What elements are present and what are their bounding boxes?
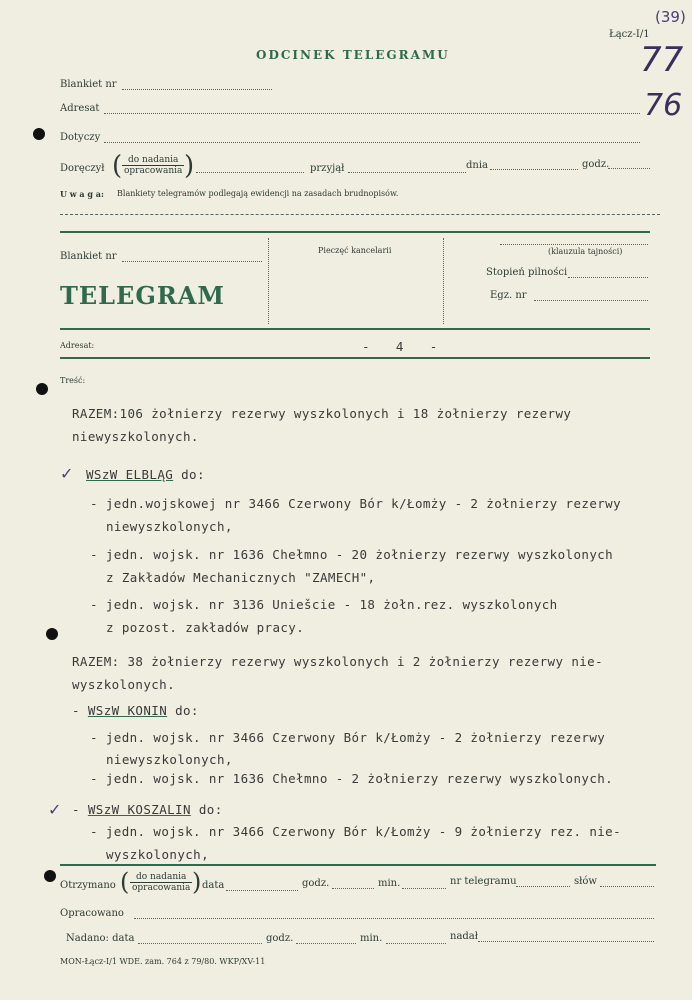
stub-dnia-label: dnia — [466, 160, 489, 171]
stub-paren-close: ) — [184, 151, 195, 181]
footer-min-label: min. — [378, 878, 401, 889]
telegram-title: TELEGRAM — [60, 281, 225, 310]
section-3-do: do: — [198, 802, 223, 817]
header-blankiet-label: Blankiet nr — [60, 251, 117, 262]
nadano-min-label: min. — [360, 933, 383, 944]
stub-blankiet-field[interactable] — [122, 89, 272, 90]
section-3-name: WSzW KOSZALIN — [87, 802, 191, 817]
section-2-heading: - WSzW KONIN do: — [72, 703, 199, 718]
header-divider-1 — [268, 238, 269, 324]
sec2-item2: - jedn. wojsk. nr 1636 Chełmno - 2 żołnierzy rezerwy wyszkolonych. — [90, 771, 614, 786]
section-1-do: do: — [181, 467, 205, 482]
sec3-item1-line1: - jedn. wojsk. nr 3466 Czerwony Bór k/Łomży - 9 żołnierzy rez. nie- — [90, 824, 622, 839]
punch-hole-1 — [33, 128, 45, 140]
page-number-handwritten: (39) — [655, 8, 686, 26]
stub-doreczyl-label: Doręczył — [60, 163, 105, 174]
sec1-item3-line2: z pozost. zakładów pracy. — [106, 620, 305, 635]
footer-fraction — [130, 872, 192, 893]
otrzymano-label: Otrzymano — [60, 880, 116, 891]
nadal-field[interactable] — [478, 941, 654, 942]
footer-slow-field[interactable] — [600, 886, 654, 887]
footer-data-label: data — [202, 880, 225, 891]
nadano-label: Nadano: data — [66, 933, 135, 944]
stub-blankiet-label: Blankiet nr — [60, 79, 117, 90]
stub-paren-open: ( — [112, 151, 123, 181]
egz-label: Egz. nr — [490, 290, 527, 301]
pieczec-label: Pieczęć kancelarii — [318, 246, 392, 255]
adresat-label: Adresat: — [60, 341, 95, 350]
stub-fraction — [122, 155, 184, 176]
section-2-do: do: — [175, 703, 199, 718]
summary-2-line-1: RAZEM: 38 żołnierzy rezerwy wyszkolonych i 2 żołnierzy rezerwy nie- — [72, 654, 604, 669]
footer-min-field[interactable] — [402, 888, 446, 889]
form-code-corner: Łącz-I/1 — [609, 29, 650, 40]
header-top-rule — [60, 231, 650, 233]
header-blankiet-field[interactable] — [122, 261, 262, 262]
nadano-godz-label: godz. — [266, 933, 294, 944]
tear-line — [60, 214, 660, 215]
check-mark-1: ✓ — [60, 464, 74, 483]
section-3-heading: - WSzW KOSZALIN do: — [72, 802, 223, 817]
adresat-rule — [60, 357, 650, 359]
stub-frac-bottom: opracowania — [124, 166, 183, 176]
nadal-label: nadał — [450, 931, 479, 942]
form-code-footer: MON-Łącz-I/1 WDE. zam. 764 z 79/80. WKP/XV-11 — [60, 957, 266, 966]
stub-godz-field[interactable] — [608, 168, 650, 169]
stub-dotyczy-field[interactable] — [104, 142, 640, 143]
sec1-item1-line2: niewyszkolonych, — [106, 519, 233, 534]
footer-frac-top: do nadania — [130, 872, 192, 883]
klauzula-label: (klauzula tajności) — [548, 247, 623, 256]
stub-godz-label: godz. — [582, 159, 610, 170]
egz-field[interactable] — [534, 300, 648, 301]
section-2-name: WSzW KONIN — [87, 703, 168, 718]
footer-slow-label: słów — [574, 876, 597, 887]
footer-godz-field[interactable] — [332, 888, 374, 889]
sec2-item1-line2: niewyszkolonych, — [106, 752, 233, 767]
uwaga-text: Blankiety telegramów podlegają ewidencji na zasadach brudnopisów. — [117, 189, 399, 198]
stopien-field[interactable] — [568, 277, 648, 278]
footer-godz-label: godz. — [302, 878, 330, 889]
footer-top-rule — [60, 864, 656, 866]
handwritten-number-mid: 76 — [644, 88, 683, 123]
stub-frac-top: do nadania — [122, 155, 184, 166]
punch-hole-3 — [46, 628, 58, 640]
sec1-item1-line1: - jedn.wojskowej nr 3466 Czerwony Bór k/Łomży - 2 żołnierzy rezerwy — [90, 496, 622, 511]
stub-dotyczy-label: Dotyczy — [60, 132, 101, 143]
klauzula-field[interactable] — [500, 244, 648, 245]
footer-nrtel-field[interactable] — [516, 886, 570, 887]
stub-adresat-label: Adresat — [60, 103, 100, 114]
check-mark-2: ✓ — [48, 800, 62, 819]
stub-title: ODCINEK TELEGRAMU — [256, 48, 450, 62]
stub-dnia-field[interactable] — [490, 169, 578, 170]
summary-2-line-2: wyszkolonych. — [72, 677, 176, 692]
tresc-label: Treść: — [60, 376, 86, 385]
page-marker: - 4 - — [362, 339, 438, 354]
footer-frac-bottom: opracowania — [132, 883, 191, 893]
stub-przyjal-label: przyjął — [310, 163, 345, 174]
punch-hole-2 — [36, 383, 48, 395]
footer-paren-close: ) — [192, 868, 202, 896]
nadano-min-field[interactable] — [386, 943, 446, 944]
nadano-godz-field[interactable] — [296, 943, 356, 944]
handwritten-number-top: 77 — [640, 40, 684, 80]
opracowano-label: Opracowano — [60, 908, 124, 919]
footer-data-field[interactable] — [226, 890, 298, 891]
uwaga-label: U w a g a: — [60, 189, 104, 199]
sec1-item3-line1: - jedn. wojsk. nr 3136 Uniešcie - 18 żołn.rez. wyszkolonych — [90, 597, 558, 612]
section-1-heading — [86, 467, 205, 482]
nadano-data-field[interactable] — [138, 943, 262, 944]
stub-przyjal-field[interactable] — [348, 172, 466, 173]
opracowano-field[interactable] — [134, 918, 654, 919]
section-1-name: WSzW ELBLĄG — [86, 467, 174, 482]
summary-1-line-2: niewyszkolonych. — [72, 429, 199, 444]
footer-paren-open: ( — [120, 868, 130, 896]
summary-1-line-1: RAZEM:106 żołnierzy rezerwy wyszkolonych i 18 żołnierzy rezerwy — [72, 406, 572, 421]
sec1-item2-line1: - jedn. wojsk. nr 1636 Chełmno - 20 żołnierzy rezerwy wyszkolonych — [90, 547, 614, 562]
stub-doreczyl-field[interactable] — [196, 172, 304, 173]
punch-hole-4 — [44, 870, 56, 882]
header-bottom-rule — [60, 328, 650, 330]
sec3-item1-line2: wyszkolonych, — [106, 847, 210, 862]
sec1-item2-line2: z Zakładów Mechanicznych "ZAMECH", — [106, 570, 376, 585]
stub-adresat-field[interactable] — [104, 113, 640, 114]
sec2-item1-line1: - jedn. wojsk. nr 3466 Czerwony Bór k/Łomży - 2 żołnierzy rezerwy — [90, 730, 606, 745]
header-divider-2 — [443, 238, 444, 324]
footer-nrtel-label: nr telegramu — [450, 876, 517, 887]
stopien-label: Stopień pilności — [486, 267, 568, 278]
